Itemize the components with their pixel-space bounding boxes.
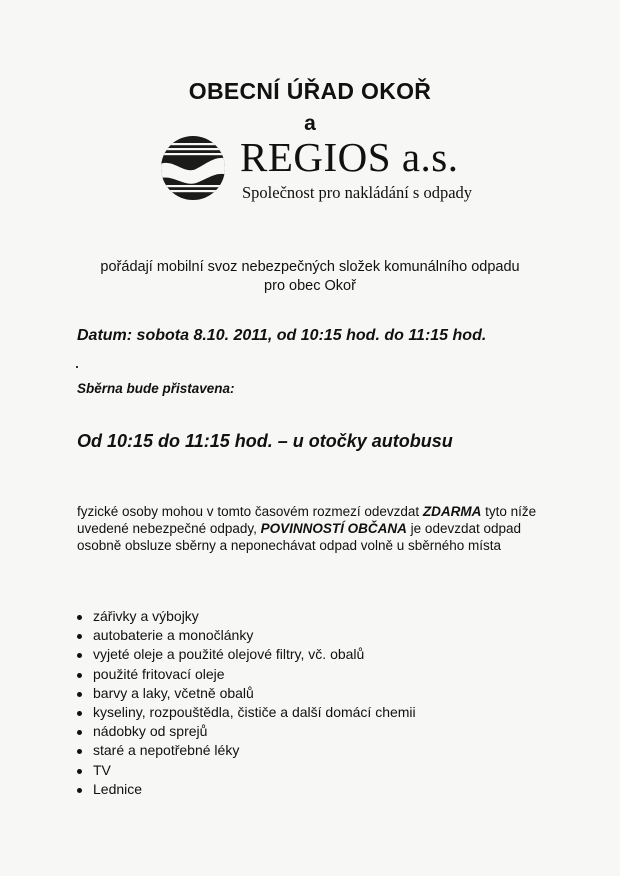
para-part-1: fyzické osoby mohou v tomto časovém rozmezí odevzdat [77, 504, 423, 519]
list-item: zářivky a výbojky [77, 607, 416, 626]
instructions-paragraph [77, 503, 557, 554]
list-item: použité fritovací oleje [77, 665, 416, 684]
para-part-2: tyto níže uvedené nebezpečné odpady, [77, 504, 537, 536]
waste-list [77, 607, 416, 799]
event-date: Datum: sobota 8.10. 2011, od 10:15 hod. do 11:15 hod. [77, 327, 487, 344]
list-item: staré a nepotřebné léky [77, 741, 416, 760]
para-emphasis-free: ZDARMA [422, 504, 482, 519]
list-item: vyjeté oleje a použité olejové filtry, vč. obalů [77, 645, 416, 664]
list-item: barvy a laky, včetně obalů [77, 684, 416, 703]
para-part-3: je odevzdat odpad osobně obsluze sběrny a neponechávat odpad volně u sběrného místa [77, 521, 522, 553]
logo-tagline: Společnost pro nakládání s odpady [242, 183, 473, 202]
regios-logo [158, 133, 488, 208]
para-emphasis-duty: POVINNOSTÍ OBČANA [260, 521, 407, 536]
conjunction: a [304, 112, 316, 135]
intro-text [0, 258, 620, 296]
collection-location: Od 10:15 do 11:15 hod. – u otočky autobusu [77, 431, 453, 451]
intro-line-2: pro obec Okoř [264, 278, 356, 294]
page-title: OBECNÍ ÚŘAD OKOŘ [188, 78, 432, 104]
list-item: Lednice [77, 780, 416, 799]
list-item: autobaterie a monočlánky [77, 626, 416, 645]
regios-logo-icon [158, 135, 228, 201]
list-item: nádobky od sprejů [77, 722, 416, 741]
logo-name: REGIOS a.s. [240, 134, 459, 180]
intro-line-1: pořádají mobilní svoz nebezpečných složek komunálního odpadu [100, 259, 520, 275]
stray-dot [76, 366, 78, 368]
list-item: kyseliny, rozpouštědla, čističe a další domácí chemii [77, 703, 416, 722]
collection-point-label: Sběrna bude přistavena: [77, 381, 235, 396]
list-item: TV [77, 761, 416, 780]
